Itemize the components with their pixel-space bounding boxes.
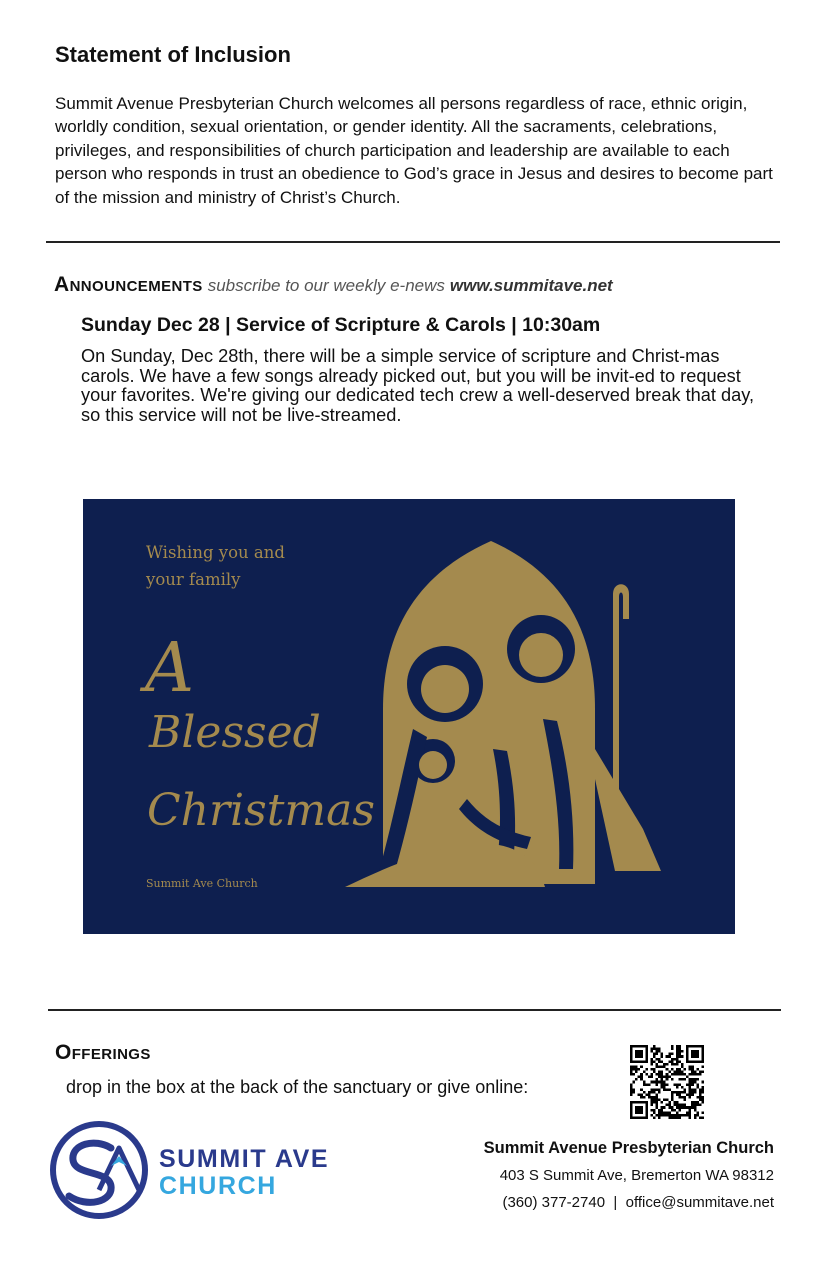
logo-text-church: CHURCH <box>159 1172 277 1200</box>
offerings-heading: Offerings <box>55 1041 151 1064</box>
inclusion-body: Summit Avenue Presbyterian Church welcomes all persons regardless of race, ethnic origin, worldly condition, sexual orientation, or gender identity. All the sacraments, celebrations, privileges, and responsibilities of church participation and leadership are available to each person who responds in trust an obedience to God’s grace in Jesus and desires to become part of the mission and ministry of Christ’s Church. <box>55 94 773 207</box>
announcements-heading: Announcements <box>54 273 203 296</box>
event-body: On Sunday, Dec 28th, there will be a simple service of scripture and Christ-mas carols. We have a few songs already picked out, but you will be invit-ed to request your favorites. We're giving our dedicated tech crew a well-deserved break that day, so this service will not be live-streamed. <box>81 346 755 425</box>
church-address: 403 S Summit Ave, Bremerton WA 98312 <box>499 1167 774 1184</box>
contact-separator: | <box>613 1194 618 1211</box>
announcements-heading-row <box>54 273 613 297</box>
card-signature: Summit Ave Church <box>146 877 258 890</box>
card-script-christmas: Christmas <box>147 785 375 836</box>
church-logo <box>47 1118 367 1222</box>
website-link[interactable]: www.summitave.net <box>449 276 613 295</box>
logo-text-summit: SUMMIT AVE <box>159 1145 330 1173</box>
inclusion-title: Statement of Inclusion <box>55 42 291 67</box>
church-phone[interactable]: (360) 377-2740 <box>502 1194 606 1211</box>
card-script-blessed: Blessed <box>149 707 321 758</box>
card-greeting-line1: Wishing you and <box>146 543 285 562</box>
divider-top <box>46 241 780 243</box>
card-script-a: A <box>145 629 195 708</box>
church-name: Summit Avenue Presbyterian Church <box>483 1139 774 1157</box>
event-title: Sunday Dec 28 | Service of Scripture & Carols | 10:30am <box>81 314 601 336</box>
qr-code-icon[interactable] <box>630 1045 704 1119</box>
divider-bottom <box>48 1009 781 1011</box>
offerings-text: drop in the box at the back of the sanctuary or give online: <box>66 1077 529 1097</box>
church-email[interactable]: office@summitave.net <box>625 1194 774 1211</box>
announcements-subtitle: subscribe to our weekly e-news <box>207 276 445 295</box>
church-contact <box>380 1194 774 1211</box>
christmas-card-image <box>83 499 735 934</box>
card-greeting-line2: your family <box>146 570 241 589</box>
